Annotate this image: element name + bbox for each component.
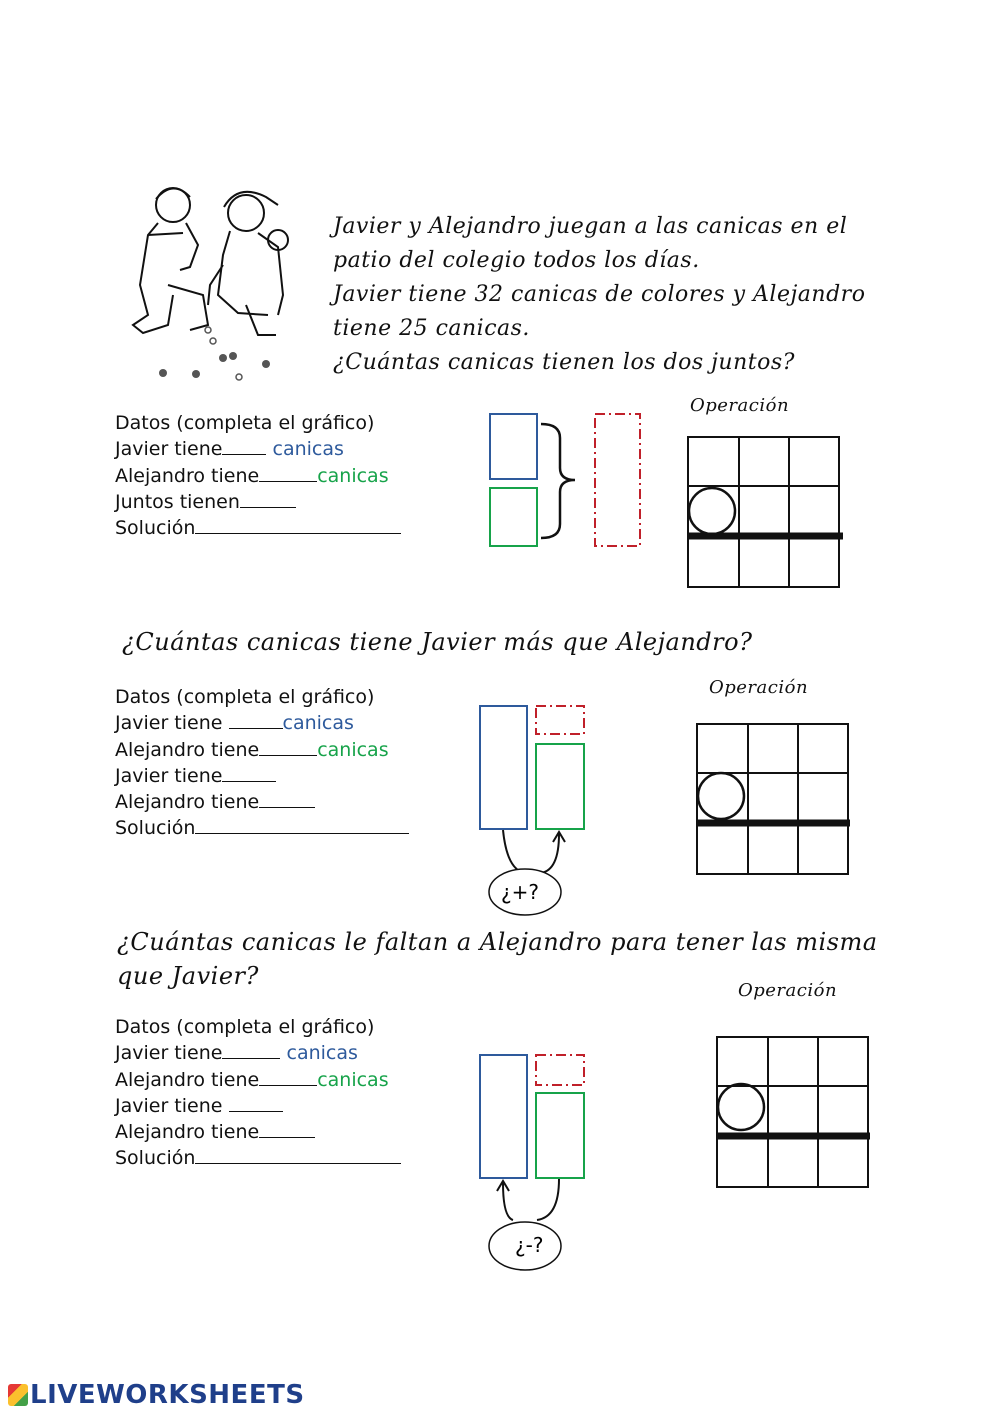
alejandro-box[interactable] [490, 488, 537, 546]
canicas-label: canicas [272, 438, 344, 461]
canicas-label: canicas [317, 464, 389, 487]
datos-heading: Datos (completa el gráfico) [115, 686, 375, 708]
canicas-label: canicas [317, 1068, 389, 1091]
story-line: Javier y Alejandro juegan a las canicas en el [333, 214, 848, 239]
section2-datos [115, 684, 409, 842]
difference-box[interactable] [536, 706, 584, 734]
javier-box[interactable] [480, 706, 527, 829]
javier2-label: Javier tiene [115, 1094, 223, 1117]
alejandro-blank[interactable] [259, 741, 317, 756]
brand-logo [8, 1380, 305, 1410]
javier2-blank[interactable] [222, 767, 276, 782]
alejandro-label: Alejandro tiene [115, 1068, 260, 1091]
canicas-label: canicas [317, 738, 389, 761]
javier-blank[interactable] [229, 714, 283, 729]
operacion-label: Operación [690, 395, 790, 416]
operacion-label: Operación [738, 980, 838, 1001]
section2-operation-grid[interactable] [695, 722, 855, 877]
javier-blank[interactable] [222, 1044, 280, 1059]
arrow-curve [503, 830, 559, 873]
boys-playing-marbles-illustration [128, 175, 288, 385]
section2-question: ¿Cuántas canicas tiene Javier más que Alejandro? [122, 628, 753, 656]
canicas-label: canicas [282, 712, 354, 735]
plus-bubble-text: ¿+? [501, 880, 539, 904]
solucion-blank[interactable] [195, 519, 401, 534]
section3-datos [115, 1014, 401, 1172]
carry-circle [718, 1084, 764, 1130]
javier-box[interactable] [490, 414, 537, 479]
section1-operation-grid[interactable] [686, 435, 846, 590]
section3-question-line2: que Javier? [117, 962, 259, 990]
carry-circle [689, 488, 735, 534]
section1-bar-diagram [485, 408, 655, 558]
solucion-label: Solución [115, 1147, 196, 1170]
javier-blank[interactable] [222, 440, 266, 455]
story-line: patio del colegio todos los días. [333, 248, 700, 273]
story-line: Javier tiene 32 canicas de colores y Alejandro [333, 282, 866, 307]
solucion-label: Solución [115, 517, 196, 540]
story-line: tiene 25 canicas. [333, 316, 530, 341]
alejandro-blank[interactable] [259, 1071, 317, 1086]
arrow-curve [503, 1179, 559, 1220]
javier2-label: Javier tiene [115, 764, 223, 787]
alejandro-label: Alejandro tiene [115, 464, 260, 487]
alejandro2-blank[interactable] [259, 1123, 315, 1138]
solucion-blank[interactable] [195, 1149, 401, 1164]
section3-operation-grid[interactable] [715, 1035, 875, 1190]
javier-label: Javier tiene [115, 712, 223, 735]
javier-label: Javier tiene [115, 438, 223, 461]
brand-name: LIVEWORKSHEETS [30, 1380, 305, 1410]
juntos-blank[interactable] [240, 493, 296, 508]
total-box[interactable] [595, 414, 640, 546]
alejandro-label: Alejandro tiene [115, 738, 260, 761]
javier-label: Javier tiene [115, 1042, 223, 1065]
alejandro2-label: Alejandro tiene [115, 791, 260, 814]
alejandro-box[interactable] [536, 744, 584, 829]
missing-box[interactable] [536, 1055, 584, 1085]
story-text [333, 210, 913, 380]
datos-heading: Datos (completa el gráfico) [115, 412, 375, 434]
story-question: ¿Cuántas canicas tienen los dos juntos? [333, 350, 795, 375]
carry-circle [698, 773, 744, 819]
brace [541, 424, 575, 538]
section3-question-line1: ¿Cuántas canicas le faltan a Alejandro para tener las misma [117, 928, 878, 956]
brand-icon [8, 1384, 28, 1406]
alejandro2-label: Alejandro tiene [115, 1121, 260, 1144]
juntos-label: Juntos tienen [115, 490, 240, 513]
alejandro-blank[interactable] [259, 467, 317, 482]
alejandro-box[interactable] [536, 1093, 584, 1178]
solucion-label: Solución [115, 817, 196, 840]
javier-box[interactable] [480, 1055, 527, 1178]
solucion-blank[interactable] [195, 819, 409, 834]
javier2-blank[interactable] [229, 1097, 283, 1112]
datos-heading: Datos (completa el gráfico) [115, 1016, 375, 1038]
minus-bubble-text: ¿-? [515, 1233, 544, 1257]
alejandro2-blank[interactable] [259, 793, 315, 808]
section1-datos [115, 410, 401, 541]
operacion-label: Operación [709, 677, 809, 698]
canicas-label: canicas [286, 1042, 358, 1065]
